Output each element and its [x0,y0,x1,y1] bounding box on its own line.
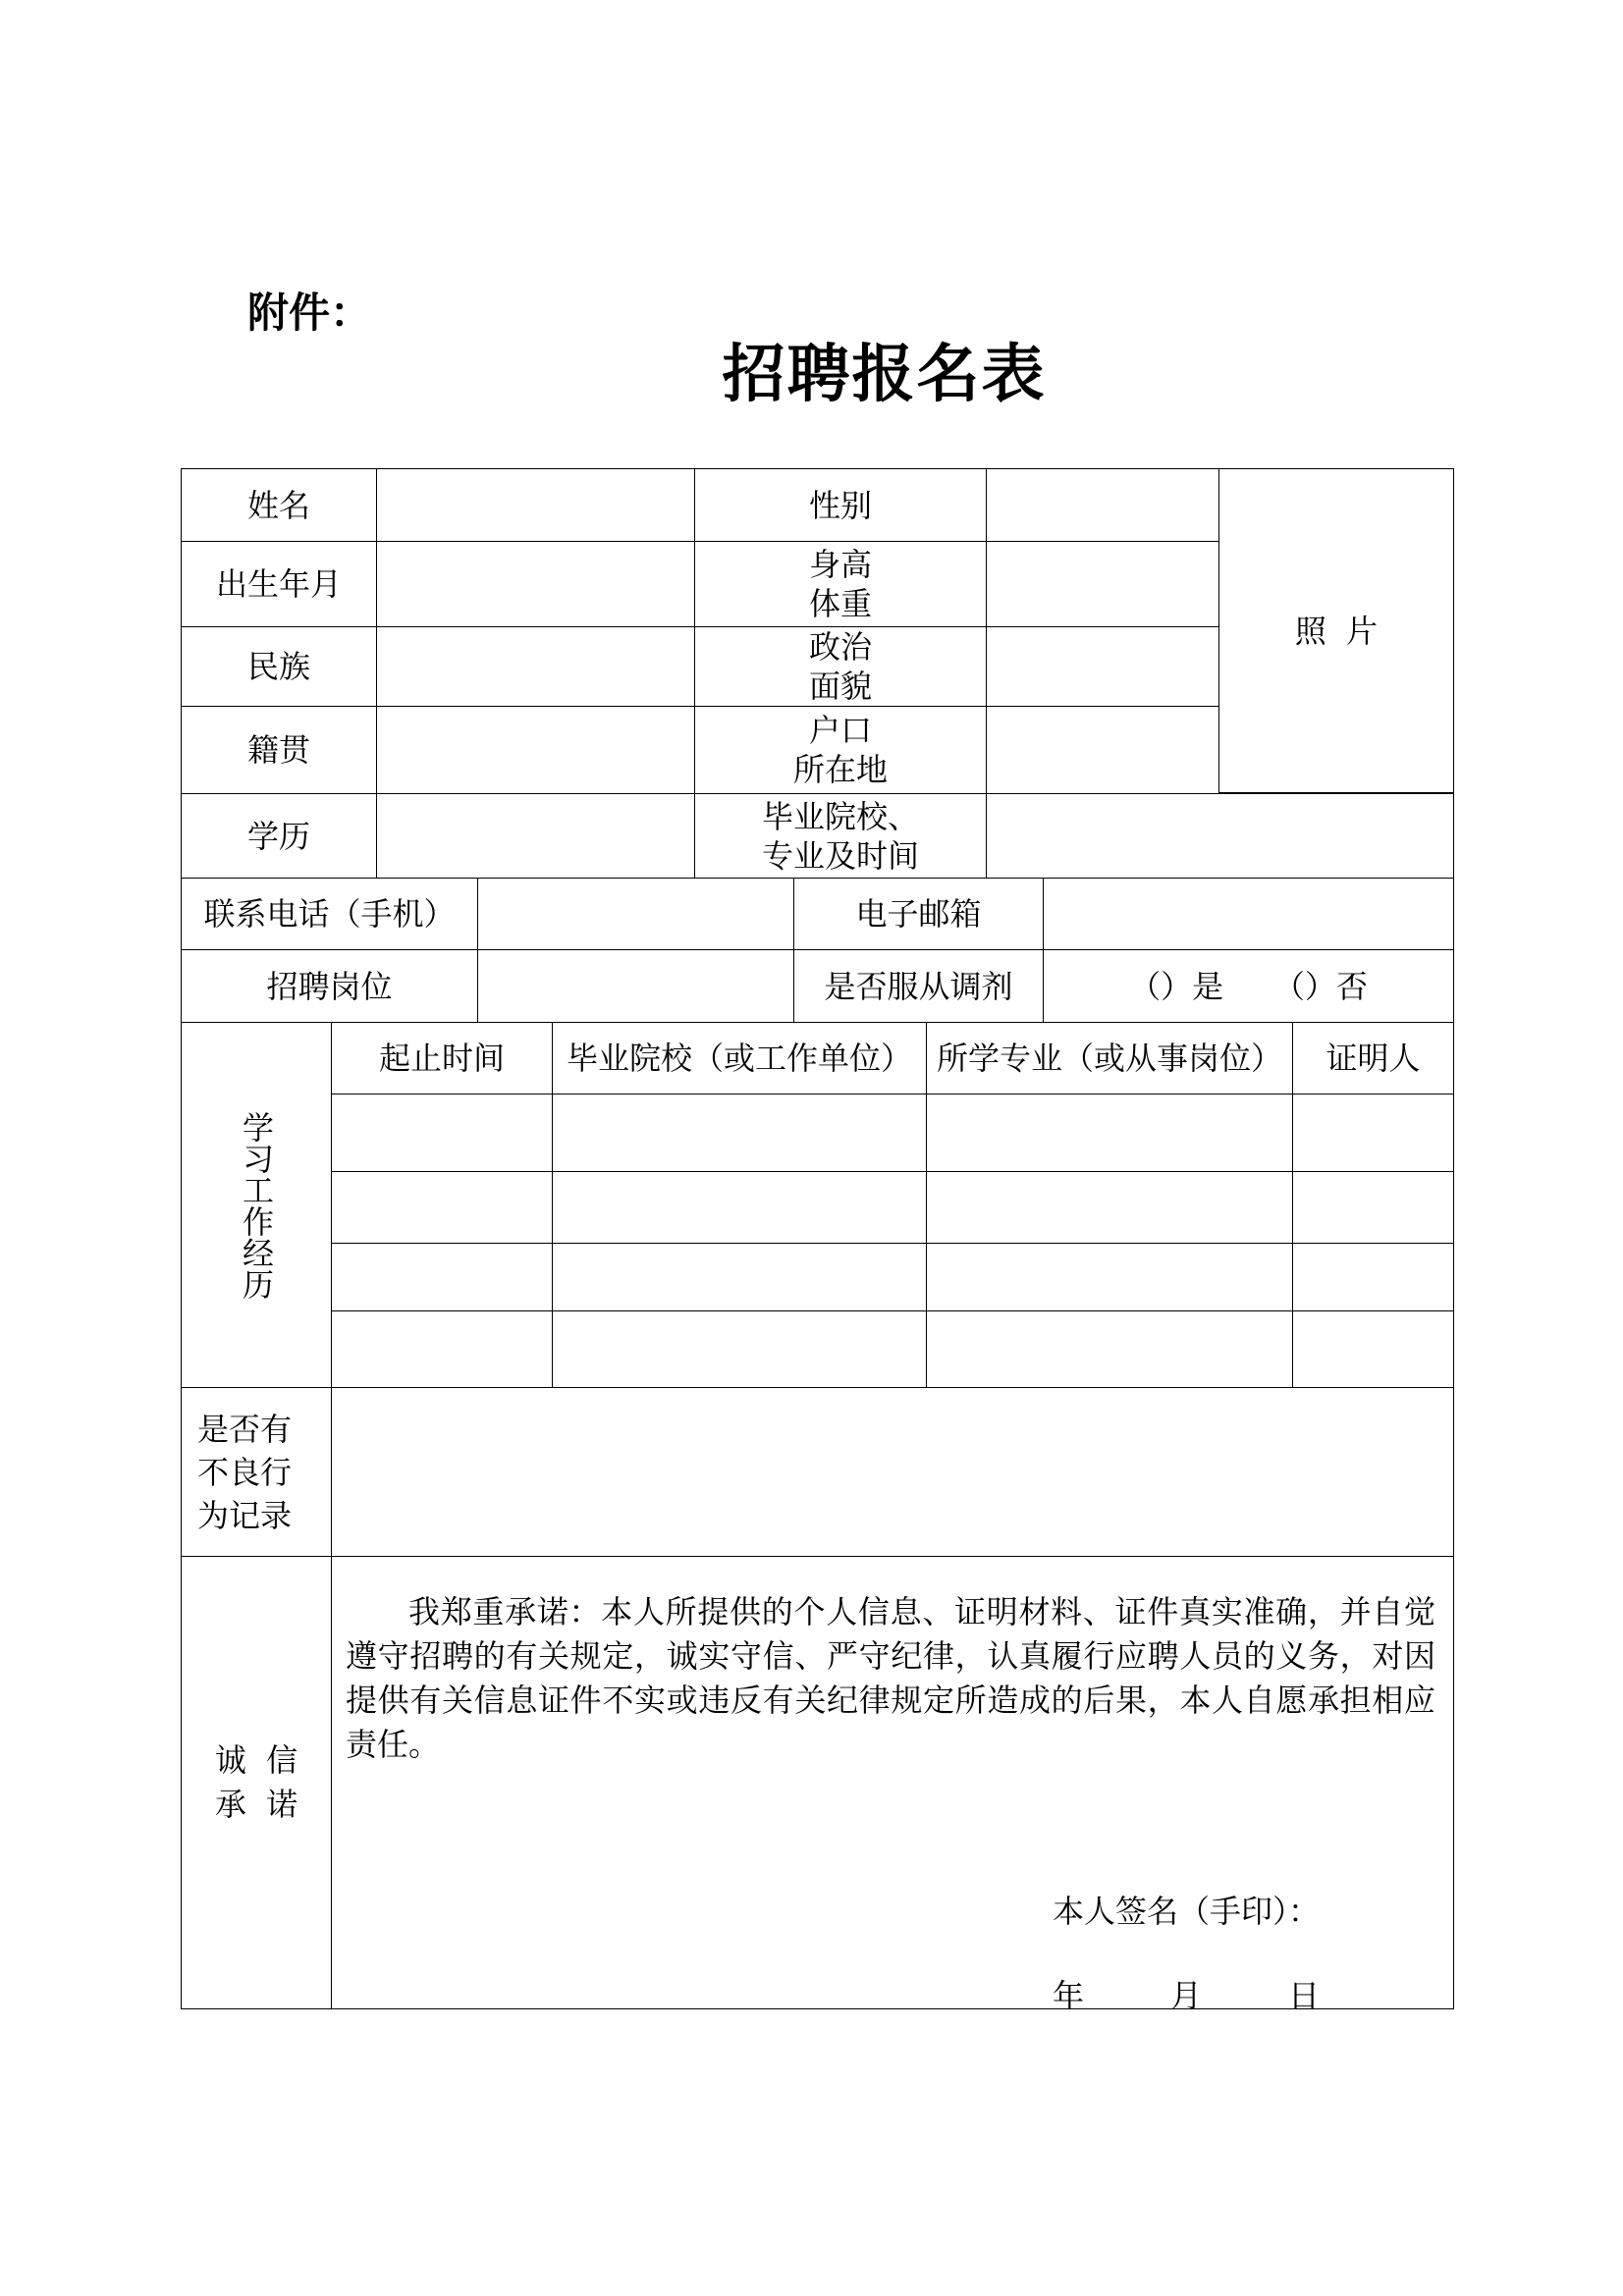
name-field[interactable] [376,468,695,542]
history-row-1-major[interactable] [926,1094,1293,1172]
history-row-4-school[interactable] [552,1310,927,1388]
school-field[interactable] [986,793,1454,879]
education-field[interactable] [376,793,695,879]
height-weight-field[interactable] [986,541,1219,627]
gender-label: 性别 [694,468,987,542]
form-title-text: 招聘报名表 [722,338,1047,411]
hukou-field[interactable] [986,706,1219,794]
political-field[interactable] [986,626,1219,707]
record-label: 是否有 不良行 为记录 [181,1387,332,1557]
gender-field[interactable] [986,468,1219,542]
history-col-witness: 证明人 [1292,1022,1454,1095]
date-year: 年 [1053,1977,1085,2014]
history-row-1-witness[interactable] [1292,1094,1454,1172]
phone-label: 联系电话（手机） [181,878,478,950]
history-row-4-witness[interactable] [1292,1310,1454,1388]
history-col-major: 所学专业（或从事岗位） [926,1022,1293,1095]
attachment-label: 附件： [247,289,372,337]
history-row-4-major[interactable] [926,1310,1293,1388]
birth-label: 出生年月 [181,541,377,627]
date-day: 日 [1288,1977,1321,2014]
history-row-3-witness[interactable] [1292,1243,1454,1311]
photo-label: 照 片 [1294,612,1379,650]
record-field[interactable] [331,1387,1454,1557]
name-label: 姓名 [181,468,377,542]
history-row-3-school[interactable] [552,1243,927,1311]
date-line [1053,1971,1320,2016]
photo-box[interactable] [1218,468,1454,793]
education-label: 学历 [181,793,377,879]
birth-field[interactable] [376,541,695,627]
email-field[interactable] [1043,878,1454,950]
adjust-label: 是否服从调剂 [793,949,1044,1023]
ethnicity-label: 民族 [181,626,377,707]
history-col-school: 毕业院校（或工作单位） [552,1022,927,1095]
email-label: 电子邮箱 [793,878,1044,950]
school-label: 毕业院校、 专业及时间 [694,793,987,879]
history-row-2-time[interactable] [331,1171,553,1244]
form-title [0,324,1623,414]
political-label: 政治 面貌 [694,626,987,707]
promise-label: 诚 信 承 诺 [181,1556,332,2009]
phone-field[interactable] [477,878,794,950]
native-field[interactable] [376,706,695,794]
ethnicity-field[interactable] [376,626,695,707]
history-row-2-school[interactable] [552,1171,927,1244]
history-row-4-time[interactable] [331,1310,553,1388]
history-row-3-major[interactable] [926,1243,1293,1311]
height-weight-label: 身高 体重 [694,541,987,627]
history-col-time: 起止时间 [331,1022,553,1095]
signature-label: 本人签名（手印）： [1053,1893,1321,1930]
history-row-2-major[interactable] [926,1171,1293,1244]
adjust-options[interactable]: （）是 （）否 [1043,949,1454,1023]
history-section-label: 学习工作经历 [181,1022,332,1388]
position-label: 招聘岗位 [181,949,478,1023]
history-row-2-witness[interactable] [1292,1171,1454,1244]
history-row-1-time[interactable] [331,1094,553,1172]
promise-text: 我郑重承诺：本人所提供的个人信息、证明材料、证件真实准确，并自觉遵守招聘的有关规定，诚实守信、严守纪律，认真履行应聘人员的义务，对因提供有关信息证件不实或违反有关纪律规定所造成的后果，本人自愿承担相应责任。 [346,1593,1435,1763]
hukou-label: 户口 所在地 [694,706,987,794]
date-month: 月 [1170,1977,1203,2014]
history-row-3-time[interactable] [331,1243,553,1311]
position-field[interactable] [477,949,794,1023]
native-label: 籍贯 [181,706,377,794]
history-row-1-school[interactable] [552,1094,927,1172]
